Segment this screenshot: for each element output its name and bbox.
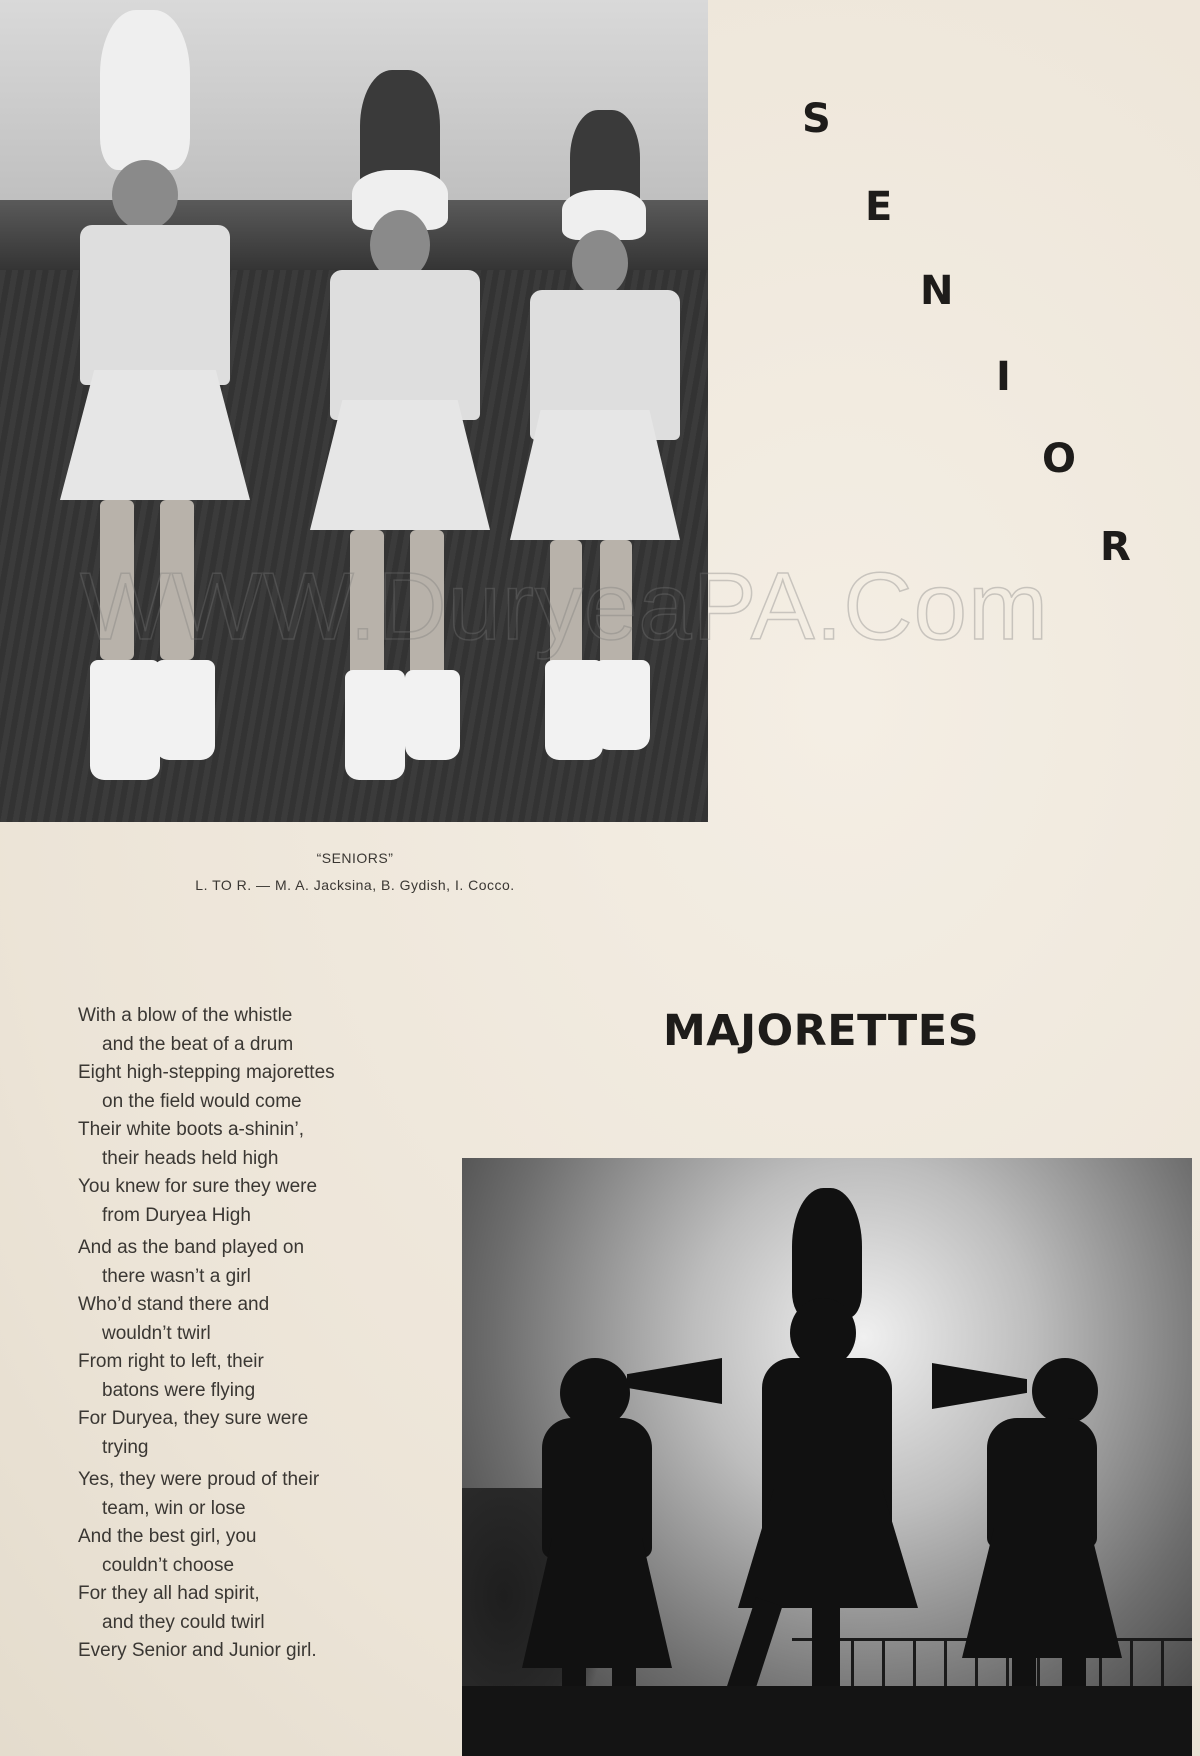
poem-line: couldn’t choose <box>102 1554 235 1576</box>
poem-line: on the field would come <box>102 1090 302 1112</box>
photo-caption-names: L. TO R. — M. A. Jacksina, B. Gydish, I. Cocco. <box>195 877 515 893</box>
title-letter-e: E <box>865 184 893 230</box>
poem-line: You knew for sure they were <box>78 1176 318 1197</box>
poem-line: and they could twirl <box>102 1611 265 1633</box>
poem-line: Eight high-stepping majorettes <box>78 1062 335 1083</box>
poem-line: Their white boots a-shinin’, <box>78 1119 304 1140</box>
seniors-photo <box>0 0 708 822</box>
poem-line: trying <box>102 1436 149 1458</box>
title-letter-s: S <box>802 96 831 142</box>
poem-line: wouldn’t twirl <box>102 1322 211 1344</box>
page-heading: MAJORETTES <box>663 1006 980 1056</box>
poem-line: From right to left, their <box>78 1351 264 1372</box>
poem-line: With a blow of the whistle <box>78 1005 293 1026</box>
poem <box>78 1002 478 1666</box>
photo-ground <box>462 1686 1192 1756</box>
poem-line: Yes, they were proud of their <box>78 1469 320 1490</box>
poem-line: For Duryea, they sure were <box>78 1408 309 1429</box>
title-letter-i: I <box>996 354 1011 400</box>
title-letter-o: O <box>1042 436 1077 482</box>
silhouette-photo <box>462 1158 1192 1756</box>
poem-line: Who’d stand there and <box>78 1294 270 1315</box>
poem-line: from Duryea High <box>102 1204 251 1226</box>
poem-line: there wasn’t a girl <box>102 1265 251 1287</box>
poem-line: And as the band played on <box>78 1237 305 1258</box>
poem-line: For they all had spirit, <box>78 1583 260 1604</box>
poem-line: their heads held high <box>102 1147 279 1169</box>
poem-line: and the beat of a drum <box>102 1033 294 1055</box>
title-letter-n: N <box>920 268 954 314</box>
photo-caption-title: “SENIORS” <box>316 850 394 866</box>
poem-line: team, win or lose <box>102 1497 246 1519</box>
poem-line: batons were flying <box>102 1379 256 1401</box>
title-letter-r: R <box>1100 524 1131 570</box>
poem-line: And the best girl, you <box>78 1526 257 1547</box>
poem-line: Every Senior and Junior girl. <box>78 1640 317 1661</box>
